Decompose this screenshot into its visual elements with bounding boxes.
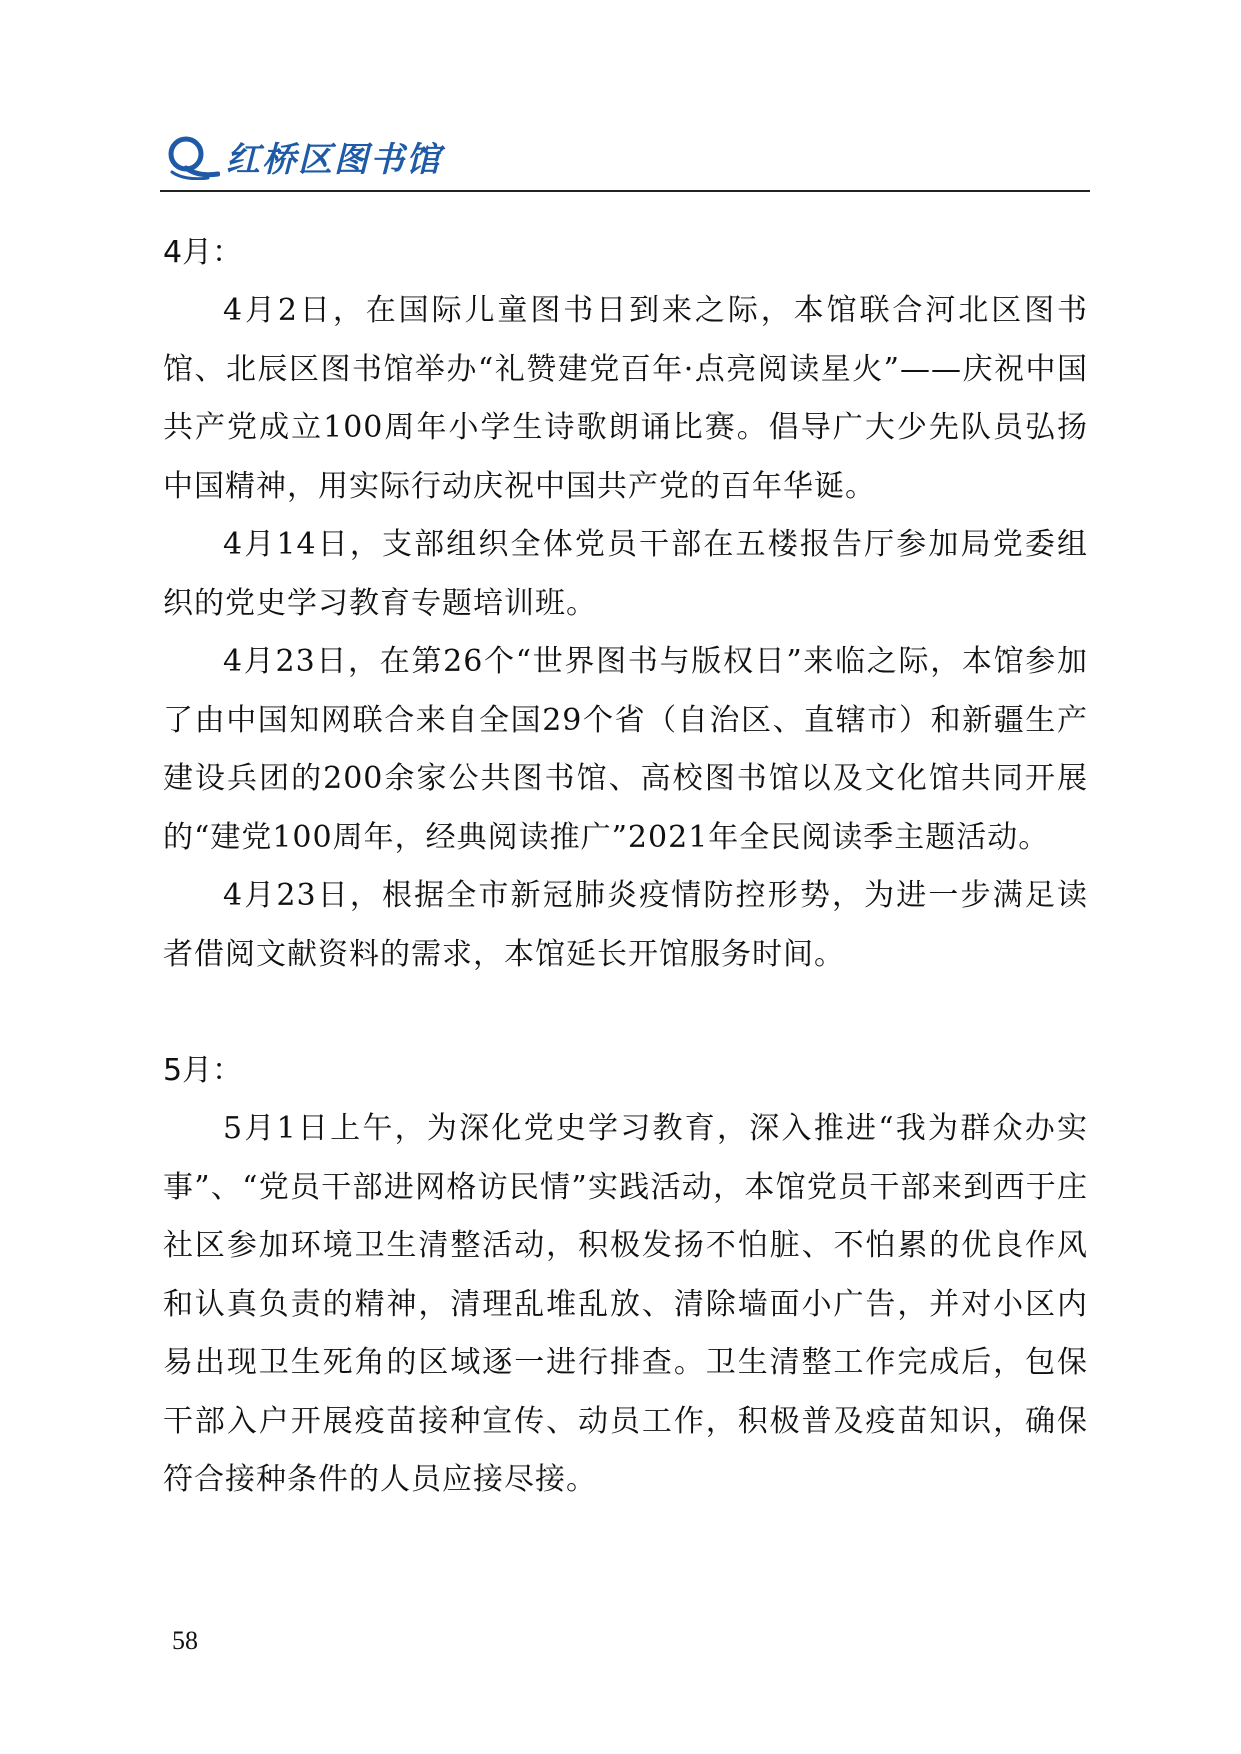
paragraph: 4月2日，在国际儿童图书日到来之际，本馆联合河北区图书馆、北辰区图书馆举办“礼赞建党百年·点亮阅读星火”——庆祝中国共产党成立100周年小学生诗歌朗诵比赛。倡导广大少先队员弘扬中国精神，用实际行动庆祝中国共产党的百年华诞。	[163, 293, 1088, 504]
paragraph: 5月1日上午，为深化党史学习教育，深入推进“我为群众办实事”、“党员干部进网格访民情”实践活动，本馆党员干部来到西于庄社区参加环境卫生清整活动，积极发扬不怕脏、不怕累的优良作风和认真负责的精神，清理乱堆乱放、清除墙面小广告，并对小区内易出现卫生死角的区域逐一进行排查。卫生清整工作完成后，包保干部入户开展疫苗接种宣传、动员工作，积极普及疫苗知识，确保符合接种条件的人员应接尽接。	[163, 1111, 1088, 1497]
library-name: 红桥区图书馆	[226, 140, 442, 180]
page-header	[160, 118, 1090, 188]
header-divider	[160, 190, 1090, 192]
library-logo-icon	[164, 134, 220, 180]
section-heading-may: 5月：	[163, 1053, 243, 1088]
section-heading-april: 4月：	[163, 235, 243, 270]
page-number: 58	[172, 1626, 198, 1655]
document-body	[163, 224, 1088, 1510]
paragraph: 4月23日，根据全市新冠肺炎疫情防控形势，为进一步满足读者借阅文献资料的需求，本馆延长开馆服务时间。	[163, 878, 1088, 972]
paragraph: 4月23日，在第26个“世界图书与版权日”来临之际，本馆参加了由中国知网联合来自全国29个省（自治区、直辖市）和新疆生产建设兵团的200余家公共图书馆、高校图书馆以及文化馆共同开展的“建党100周年，经典阅读推广”2021年全民阅读季主题活动。	[163, 644, 1088, 855]
section-spacer	[163, 984, 1088, 1042]
paragraph: 4月14日，支部组织全体党员干部在五楼报告厅参加局党委组织的党史学习教育专题培训班。	[163, 527, 1088, 621]
